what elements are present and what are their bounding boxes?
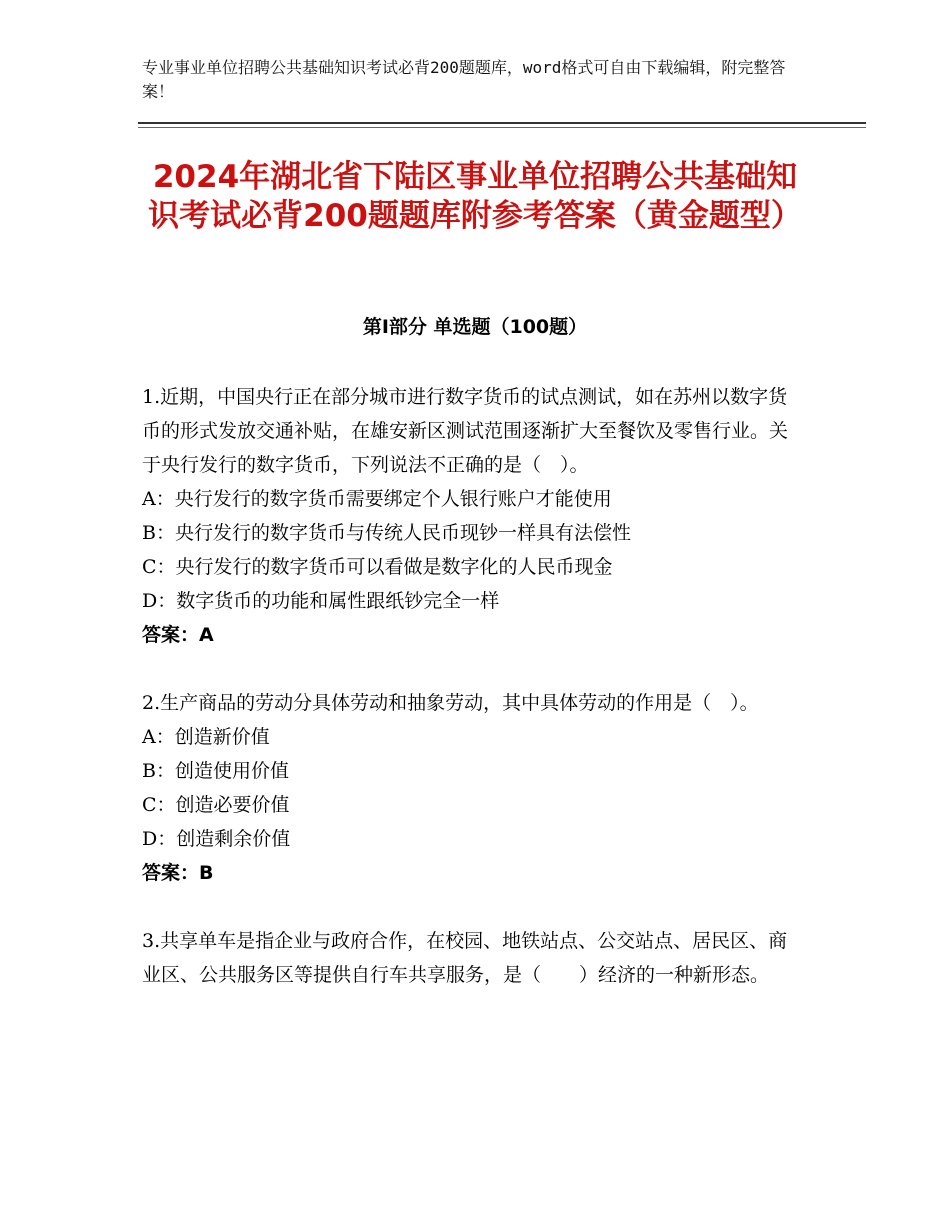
header-note: 专业事业单位招聘公共基础知识考试必背200题题库，word格式可自由下载编辑，附完整答案！ — [142, 58, 786, 101]
header-rule — [138, 122, 866, 124]
answer: 答案：B — [142, 862, 214, 884]
section-title: 第Ⅰ部分 单选题（100题） — [362, 316, 588, 338]
option-b: B：央行发行的数字货币与传统人民币现钞一样具有法偿性 — [142, 522, 631, 544]
option-b: B：创造使用价值 — [142, 760, 289, 782]
option-c: C：央行发行的数字货币可以看做是数字化的人民币现金 — [142, 556, 613, 578]
question-stem: 2.生产商品的劳动分具体劳动和抽象劳动，其中具体劳动的作用是（ ）。 — [142, 692, 759, 714]
question-list — [142, 380, 802, 1026]
answer: 答案：A — [142, 624, 214, 646]
option-d: D：数字货币的功能和属性跟纸钞完全一样 — [142, 590, 500, 612]
option-a: A：创造新价值 — [142, 726, 270, 748]
question-3 — [142, 924, 802, 992]
option-d: D：创造剩余价值 — [142, 828, 291, 850]
question-stem: 1.近期，中国央行正在部分城市进行数字货币的试点测试，如在苏州以数字货币的形式发放交通补贴，在雄安新区测试范围逐渐扩大至餐饮及零售行业。关于央行发行的数字货币，下列说法不正确的是（ ）。 — [142, 386, 789, 476]
question-2 — [142, 686, 802, 890]
question-stem: 3.共享单车是指企业与政府合作，在校园、地铁站点、公交站点、居民区、商业区、公共服务区等提供自行车共享服务，是（ ）经济的一种新形态。 — [142, 930, 788, 986]
document-title: 2024年湖北省下陆区事业单位招聘公共基础知识考试必背200题题库附参考答案（黄金题型） — [148, 159, 802, 234]
header-rule-thin — [138, 127, 866, 128]
question-1 — [142, 380, 802, 652]
option-c: C：创造必要价值 — [142, 794, 290, 816]
option-a: A：央行发行的数字货币需要绑定个人银行账户才能使用 — [142, 488, 612, 510]
